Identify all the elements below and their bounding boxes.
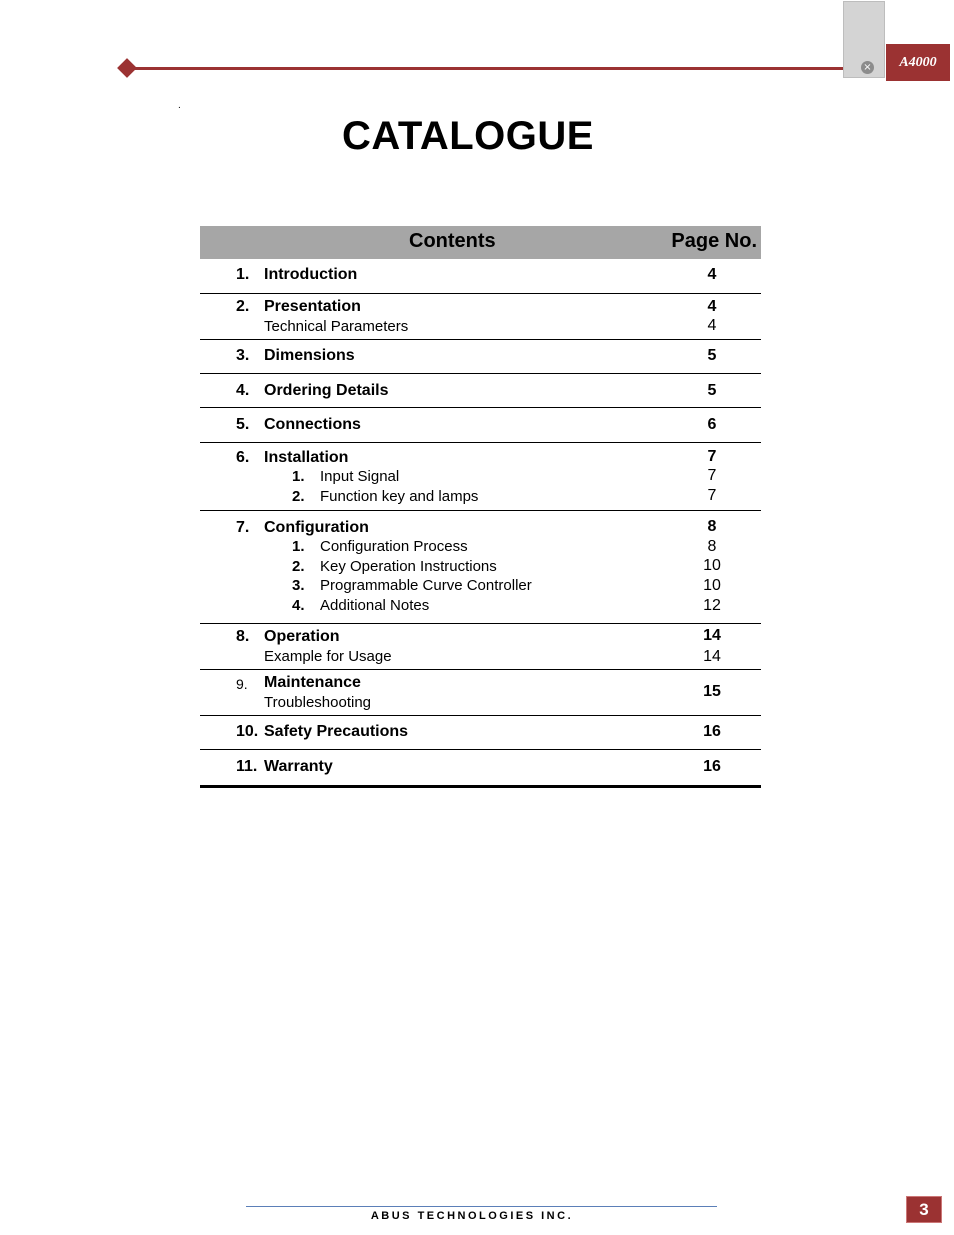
section-page: 16 [703, 758, 721, 775]
toc-row-maintenance[interactable] [200, 670, 761, 716]
subsection-number: 3. [292, 577, 305, 594]
toc-row-connections[interactable] [200, 408, 761, 443]
page-no-heading: Page No. [671, 230, 757, 252]
subsection-number: 2. [292, 558, 305, 575]
subsection-title[interactable]: Function key and lamps [320, 488, 479, 505]
section-title[interactable]: Maintenance [264, 674, 361, 691]
subsection-title[interactable]: Technical Parameters [264, 318, 409, 335]
toc-row-configuration[interactable] [200, 511, 761, 624]
toc-row-installation[interactable] [200, 443, 761, 511]
section-page: 7 [707, 448, 717, 465]
toc-row-presentation[interactable] [200, 294, 761, 340]
section-number: 2. [236, 298, 250, 315]
company-name: ABUS TECHNOLOGIES INC. [370, 1210, 574, 1222]
subsection-page: 10 [703, 557, 721, 574]
section-number: 4. [236, 382, 250, 399]
page-title: CATALOGUE [342, 114, 594, 158]
section-page: 14 [703, 627, 721, 644]
subsection-page: 7 [707, 487, 717, 504]
section-number: 7. [236, 519, 250, 536]
subsection-title[interactable]: Key Operation Instructions [320, 558, 497, 575]
subsection-number: 4. [292, 597, 305, 614]
subsection-number: 2. [292, 488, 305, 505]
contents-header [200, 226, 761, 259]
contents-heading: Contents [409, 230, 496, 252]
section-title[interactable]: Warranty [264, 758, 333, 775]
subsection-number: 1. [292, 538, 305, 555]
section-title[interactable]: Ordering Details [264, 382, 389, 399]
subsection-title[interactable]: Input Signal [320, 468, 400, 485]
toc-row-dimensions[interactable] [200, 340, 761, 374]
toc-row-introduction[interactable] [200, 259, 761, 294]
subsection-number: 1. [292, 468, 305, 485]
section-title[interactable]: Operation [264, 628, 340, 645]
section-title[interactable]: Safety Precautions [264, 723, 409, 740]
section-title[interactable]: Installation [264, 449, 349, 466]
subsection-title[interactable]: Programmable Curve Controller [320, 577, 532, 594]
footer-rule [246, 1206, 717, 1207]
section-page: 6 [707, 416, 717, 433]
section-number: 11. [236, 758, 258, 775]
subsection-page: 7 [707, 467, 717, 484]
subsection-page: 4 [707, 317, 717, 334]
section-page: 4 [707, 266, 717, 283]
subsection-title[interactable]: Troubleshooting [264, 694, 372, 711]
section-page: 15 [703, 683, 721, 700]
footer-company [0, 1210, 954, 1222]
toc-row-ordering-details[interactable] [200, 374, 761, 408]
section-title[interactable]: Introduction [264, 266, 358, 283]
section-page: 4 [707, 298, 717, 315]
stray-dot: . [178, 100, 181, 111]
x-circle-icon: × [861, 61, 874, 74]
section-page: 16 [703, 723, 721, 740]
section-page: 5 [707, 347, 717, 364]
subsection-title[interactable]: Configuration Process [320, 538, 468, 555]
toc-row-operation[interactable] [200, 624, 761, 670]
subsection-title[interactable]: Example for Usage [264, 648, 392, 665]
page-number-badge: 3 [906, 1196, 942, 1223]
section-page: 8 [707, 518, 717, 535]
header-tab [843, 1, 885, 78]
section-title[interactable]: Presentation [264, 298, 361, 315]
section-title[interactable]: Connections [264, 416, 361, 433]
subsection-page: 12 [703, 597, 721, 614]
toc-row-warranty[interactable] [200, 750, 761, 788]
section-number: 8. [236, 628, 250, 645]
header-rule [126, 67, 844, 70]
section-page: 5 [707, 382, 717, 399]
subsection-page: 10 [703, 577, 721, 594]
section-number: 5. [236, 416, 250, 433]
section-number: 9. [236, 676, 248, 692]
contents-table [200, 226, 761, 788]
subsection-page: 14 [703, 648, 721, 665]
section-number: 1. [236, 266, 250, 283]
subsection-title[interactable]: Additional Notes [320, 597, 430, 614]
section-number: 3. [236, 347, 250, 364]
section-title[interactable]: Configuration [264, 519, 369, 536]
section-title[interactable]: Dimensions [264, 347, 355, 364]
section-number: 6. [236, 449, 250, 466]
subsection-page: 8 [707, 538, 717, 555]
toc-row-safety-precautions[interactable] [200, 716, 761, 750]
model-badge: A4000 [886, 44, 950, 81]
section-number: 10. [236, 723, 259, 740]
